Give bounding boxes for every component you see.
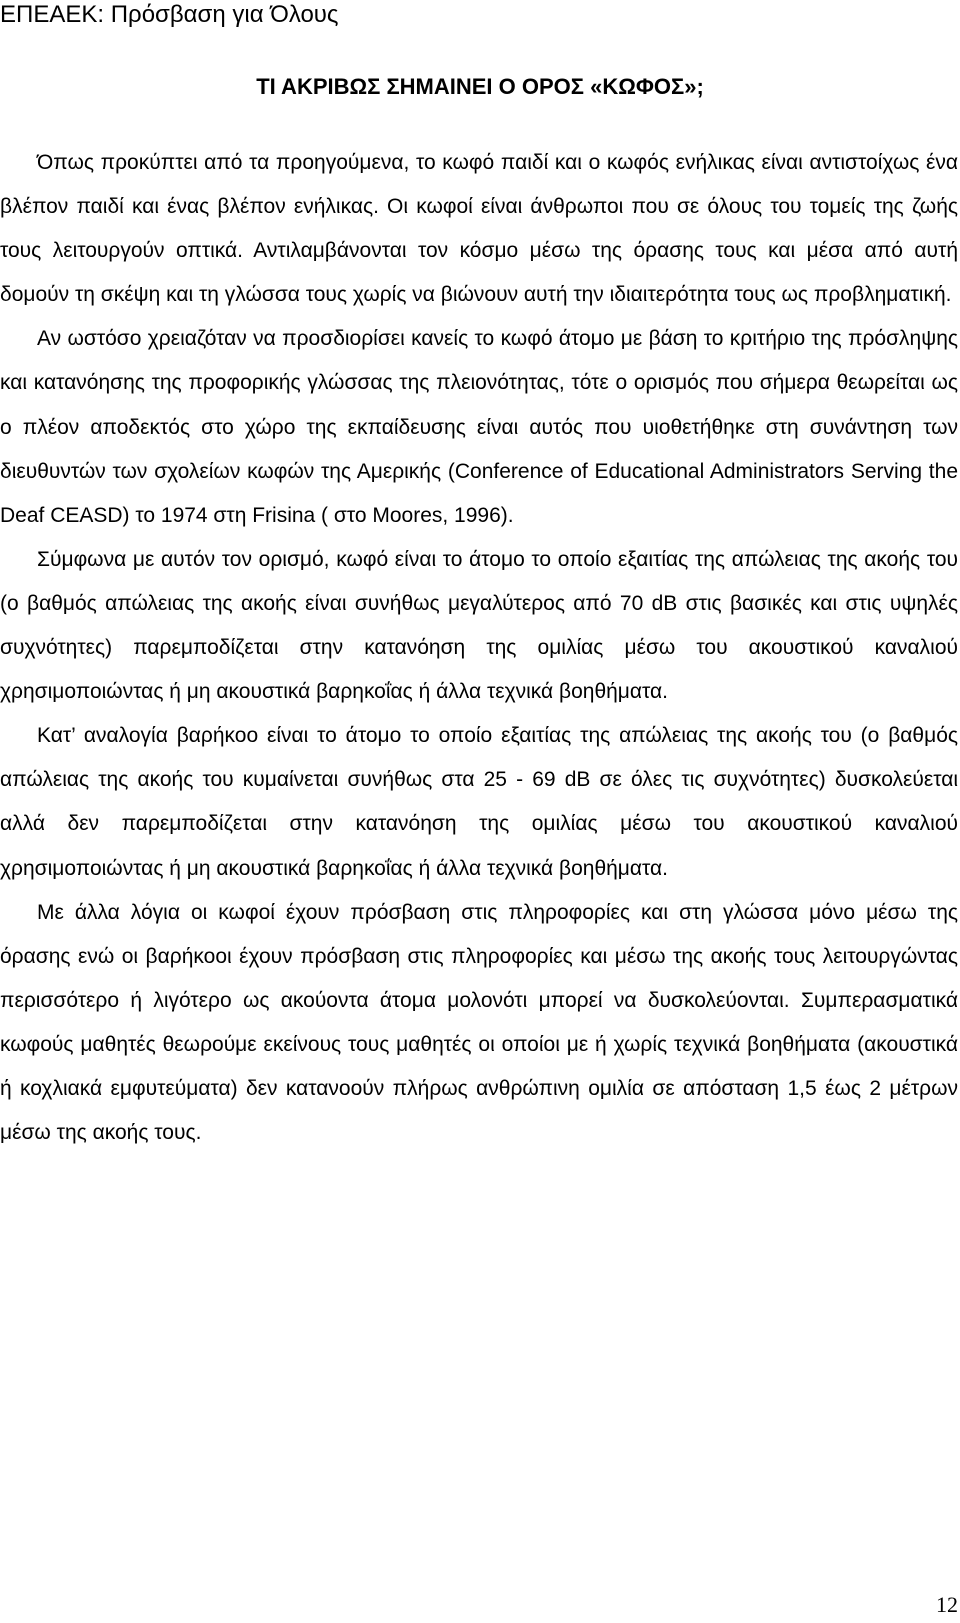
running-header: ΕΠΕΑΕΚ: Πρόσβαση για Όλους	[0, 1, 339, 28]
paragraph: Κατ’ αναλογία βαρήκοο είναι το άτομο το οποίο εξαιτίας της απώλειας της ακοής του (ο βαθμός απώλειας της ακοής του κυμαίνεται συνήθως στα 25 - 69 dB σε όλες τις συχνότητες) δυσκολεύεται αλλά δεν παρεμποδίζεται στην κατανόηση της ομιλίας μέσω του ακουστικού καναλιού χρησιμοποιώντας ή μη ακουστικά βαρηκοΐας ή άλλα τεχνικά βοηθήματα.	[0, 724, 958, 880]
section-title: ΤΙ ΑΚΡΙΒΩΣ ΣΗΜΑΙΝΕΙ Ο ΟΡΟΣ «ΚΩΦΟΣ»;	[256, 74, 704, 99]
paragraph: Με άλλα λόγια οι κωφοί έχουν πρόσβαση στις πληροφορίες και στη γλώσσα μόνο μέσω της όρασης ενώ οι βαρήκοοι έχουν πρόσβαση στις πληροφορίες και μέσω της ακοής τους λειτουργώντας περισσότερο ή λιγότερο ως ακούοντα άτομα μολονότι μπορεί να δυσκολεύονται. Συμπερασματικά κωφούς μαθητές θεωρούμε εκείνους τους μαθητές οι οποίοι με ή χωρίς τεχνικά βοηθήματα (ακουστικά ή κοχλιακά εμφυτεύματα) δεν κατανοούν πλήρως ανθρώπινη ομιλία σε απόσταση 1,5 έως 2 μέτρων μέσω της ακοής τους.	[0, 900, 958, 1145]
body-text	[0, 141, 958, 1155]
paragraph: Όπως προκύπτει από τα προηγούμενα, το κωφό παιδί και ο κωφός ενήλικας είναι αντιστοίχως ένα βλέπον παιδί και ένας βλέπον ενήλικας. Οι κωφοί είναι άνθρωποι που σε όλους του τομείς της ζωής τους λειτουργούν οπτικά. Αντιλαμβάνονται τον κόσμο μέσω της όρασης τους και μέσα από αυτή δομούν τη σκέψη και τη γλώσσα τους χωρίς να βιώνουν αυτή την ιδιαιτερότητα τους ως προβληματική.	[0, 151, 958, 307]
paragraph: Αν ωστόσο χρειαζόταν να προσδιορίσει κανείς το κωφό άτομο με βάση το κριτήριο της πρόσληψης και κατανόησης της προφορικής γλώσσας της πλειονότητας, τότε ο ορισμός που σήμερα θεωρείται ως ο πλέον αποδεκτός στο χώρο της εκπαίδευσης είναι αυτός που υιοθετήθηκε στη συνάντηση των διευθυντών των σχολείων κωφών της Αμερικής (Conference of Educational Administrators Serving the Deaf CEASD) το 1974 στη Frisina ( στο Moores, 1996).	[0, 327, 958, 527]
paragraph: Σύμφωνα με αυτόν τον ορισμό, κωφό είναι το άτομο το οποίο εξαιτίας της απώλειας της ακοής του (ο βαθμός απώλειας της ακοής είναι συνήθως μεγαλύτερος από 70 dB στις βασικές και στις υψηλές συχνότητες) παρεμποδίζεται στην κατανόηση της ομιλίας μέσω του ακουστικού καναλιού χρησιμοποιώντας ή μη ακουστικά βαρηκοΐας ή άλλα τεχνικά βοηθήματα.	[0, 547, 958, 704]
page-number: 12	[936, 1592, 958, 1617]
